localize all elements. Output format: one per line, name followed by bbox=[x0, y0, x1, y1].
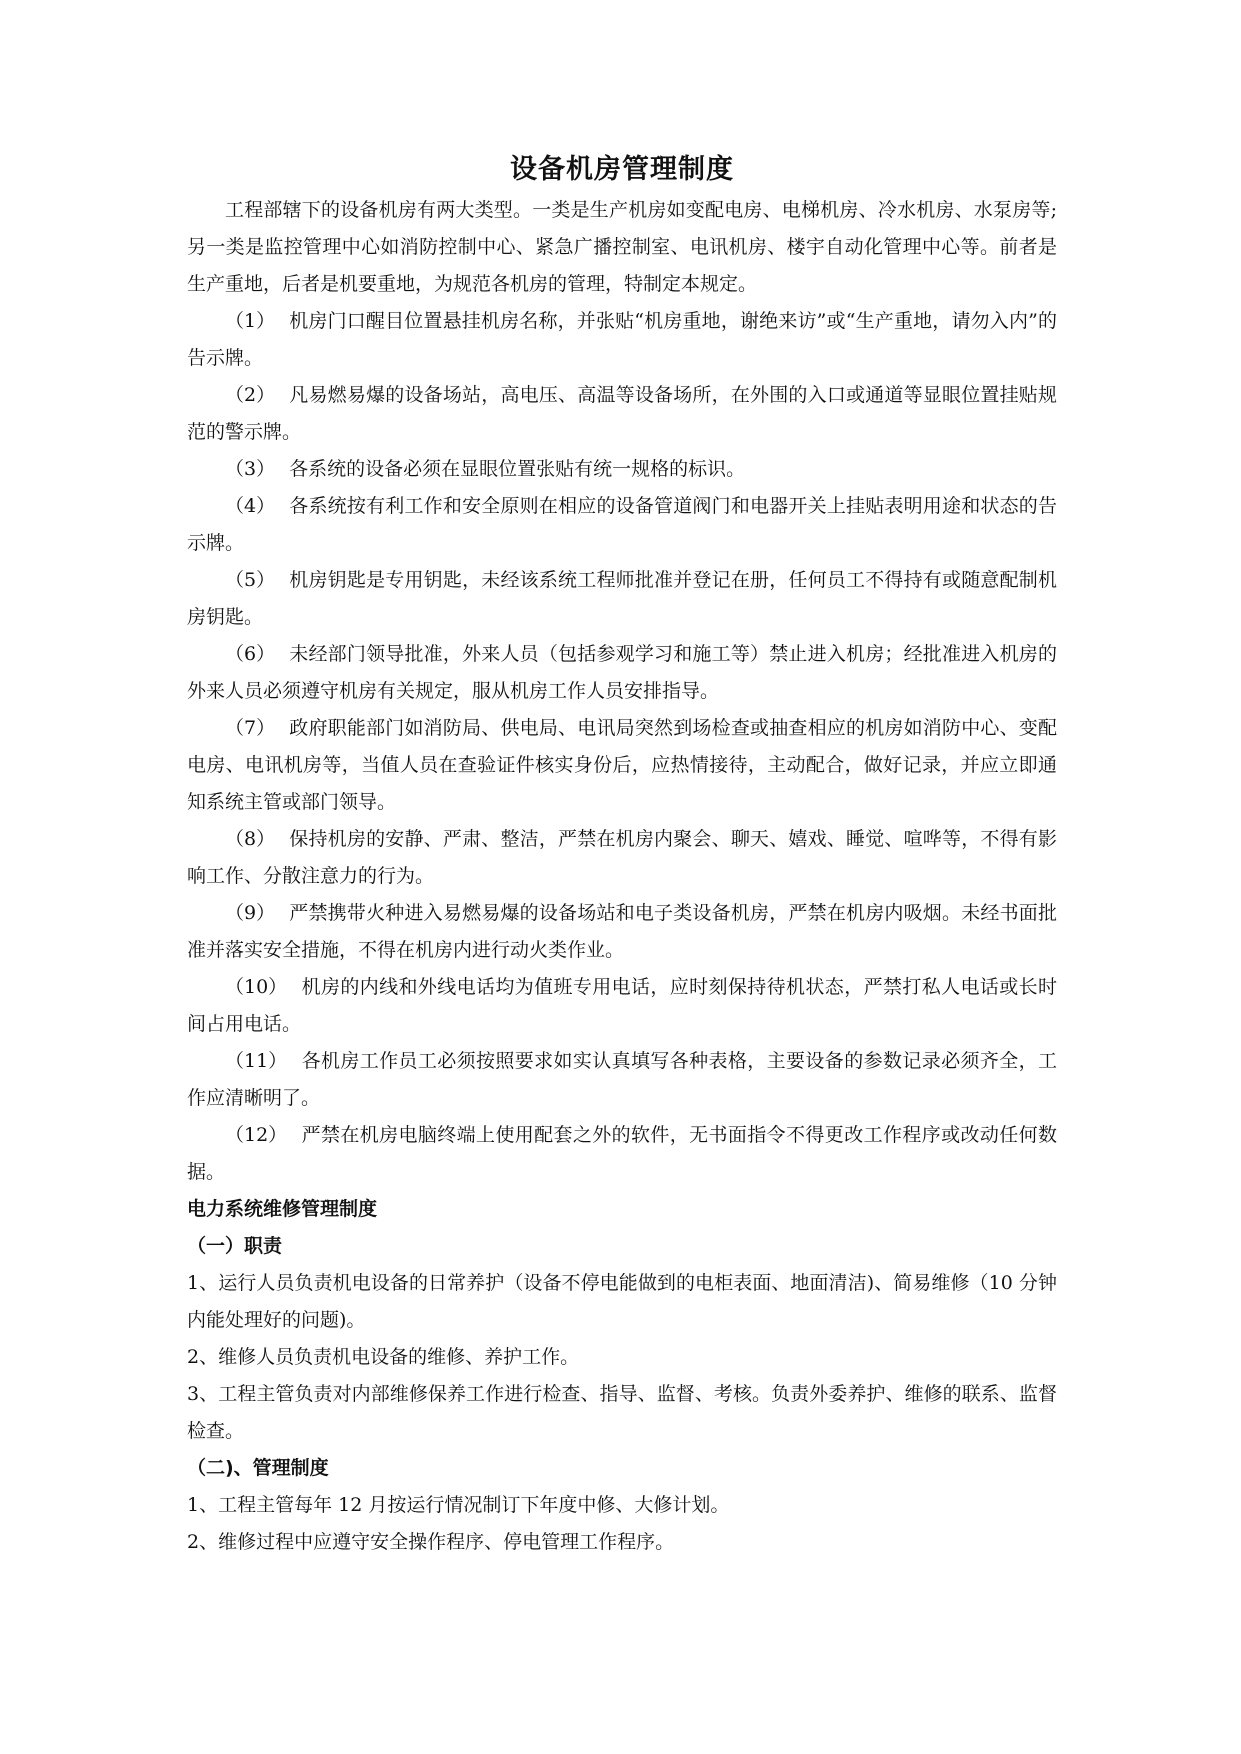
intro-paragraph: 工程部辖下的设备机房有两大类型。一类是生产机房如变配电房、电梯机房、冷水机房、水泵房等; 另一类是监控管理中心如消防控制中心、紧急广播控制室、电讯机房、楼宇自动化管理中心等。前者是生产重地，后者是机要重地，为规范各机房的管理，特制定本规定。 bbox=[187, 199, 1057, 295]
document-page bbox=[187, 150, 1057, 1561]
subsection-title: （一）职责 bbox=[187, 1235, 283, 1257]
rule-item bbox=[187, 710, 1057, 821]
section-title: 电力系统维修管理制度 bbox=[187, 1198, 378, 1220]
rule-text: 机房的内线和外线电话均为值班专用电话，应时刻保持待机状态，严禁打私人电话或长时间占用电话。 bbox=[187, 976, 1057, 1035]
rule-item bbox=[187, 821, 1057, 895]
rule-item bbox=[187, 562, 1057, 636]
document-title: 设备机房管理制度 bbox=[510, 154, 734, 185]
rule-item bbox=[187, 1117, 1057, 1191]
rule-number: （3） bbox=[225, 458, 276, 480]
rule-number: （7） bbox=[225, 717, 276, 739]
policy-line: 2、维修过程中应遵守安全操作程序、停电管理工作程序。 bbox=[187, 1531, 675, 1553]
rule-number: （10） bbox=[225, 976, 288, 998]
rule-number: （6） bbox=[225, 643, 276, 665]
rule-text: 各系统的设备必须在显眼位置张贴有统一规格的标识。 bbox=[289, 458, 746, 480]
rule-item bbox=[187, 377, 1057, 451]
rule-text: 严禁在机房电脑终端上使用配套之外的软件，无书面指令不得更改工作程序或改动任何数据。 bbox=[187, 1124, 1057, 1183]
rule-text: 保持机房的安静、严肃、整洁，严禁在机房内聚会、聊天、嬉戏、睡觉、喧哗等，不得有影响工作、分散注意力的行为。 bbox=[187, 828, 1057, 887]
duty-line: 1、运行人员负责机电设备的日常养护（设备不停电能做到的电柜表面、地面清洁)、简易维修（10 分钟内能处理好的问题)。 bbox=[187, 1272, 1057, 1331]
rule-text: 各机房工作员工必须按照要求如实认真填写各种表格，主要设备的参数记录必须齐全，工作应清晰明了。 bbox=[187, 1050, 1057, 1109]
rule-number: （11） bbox=[225, 1050, 288, 1072]
rule-text: 凡易燃易爆的设备场站，高电压、高温等设备场所，在外围的入口或通道等显眼位置挂贴规范的警示牌。 bbox=[187, 384, 1057, 443]
rule-number: （1） bbox=[225, 310, 276, 332]
rule-number: （9） bbox=[225, 902, 276, 924]
rule-number: （2） bbox=[225, 384, 276, 406]
rule-item bbox=[187, 969, 1057, 1043]
rule-text: 各系统按有利工作和安全原则在相应的设备管道阀门和电器开关上挂贴表明用途和状态的告示牌。 bbox=[187, 495, 1057, 554]
policy-line: 1、工程主管每年 12 月按运行情况制订下年度中修、大修计划。 bbox=[187, 1494, 730, 1516]
subsection-title: （二)、管理制度 bbox=[187, 1457, 329, 1479]
rule-text: 严禁携带火种进入易燃易爆的设备场站和电子类设备机房，严禁在机房内吸烟。未经书面批准并落实安全措施，不得在机房内进行动火类作业。 bbox=[187, 902, 1057, 961]
duty-line: 2、维修人员负责机电设备的维修、养护工作。 bbox=[187, 1346, 580, 1368]
rule-text: 机房门口醒目位置悬挂机房名称，并张贴“机房重地，谢绝来访”或“生产重地，请勿入内”的告示牌。 bbox=[187, 310, 1057, 369]
rule-item bbox=[187, 488, 1057, 562]
rule-text: 政府职能部门如消防局、供电局、电讯局突然到场检查或抽查相应的机房如消防中心、变配电房、电讯机房等，当值人员在查验证件核实身份后，应热情接待，主动配合，做好记录，并应立即通知系统主管或部门领导。 bbox=[187, 717, 1057, 813]
rule-number: （4） bbox=[225, 495, 276, 517]
rule-number: （8） bbox=[225, 828, 276, 850]
rule-text: 机房钥匙是专用钥匙，未经该系统工程师批准并登记在册，任何员工不得持有或随意配制机房钥匙。 bbox=[187, 569, 1057, 628]
duty-line: 3、工程主管负责对内部维修保养工作进行检查、指导、监督、考核。负责外委养护、维修的联系、监督检查。 bbox=[187, 1383, 1057, 1442]
rule-text: 未经部门领导批准，外来人员（包括参观学习和施工等）禁止进入机房；经批准进入机房的外来人员必须遵守机房有关规定，服从机房工作人员安排指导。 bbox=[187, 643, 1057, 702]
rule-number: （12） bbox=[225, 1124, 288, 1146]
rule-number: （5） bbox=[225, 569, 276, 591]
rule-item bbox=[187, 1043, 1057, 1117]
rule-item bbox=[187, 895, 1057, 969]
rule-item bbox=[187, 451, 1057, 488]
rule-item bbox=[187, 636, 1057, 710]
rules-list bbox=[187, 303, 1057, 1191]
rule-item bbox=[187, 303, 1057, 377]
